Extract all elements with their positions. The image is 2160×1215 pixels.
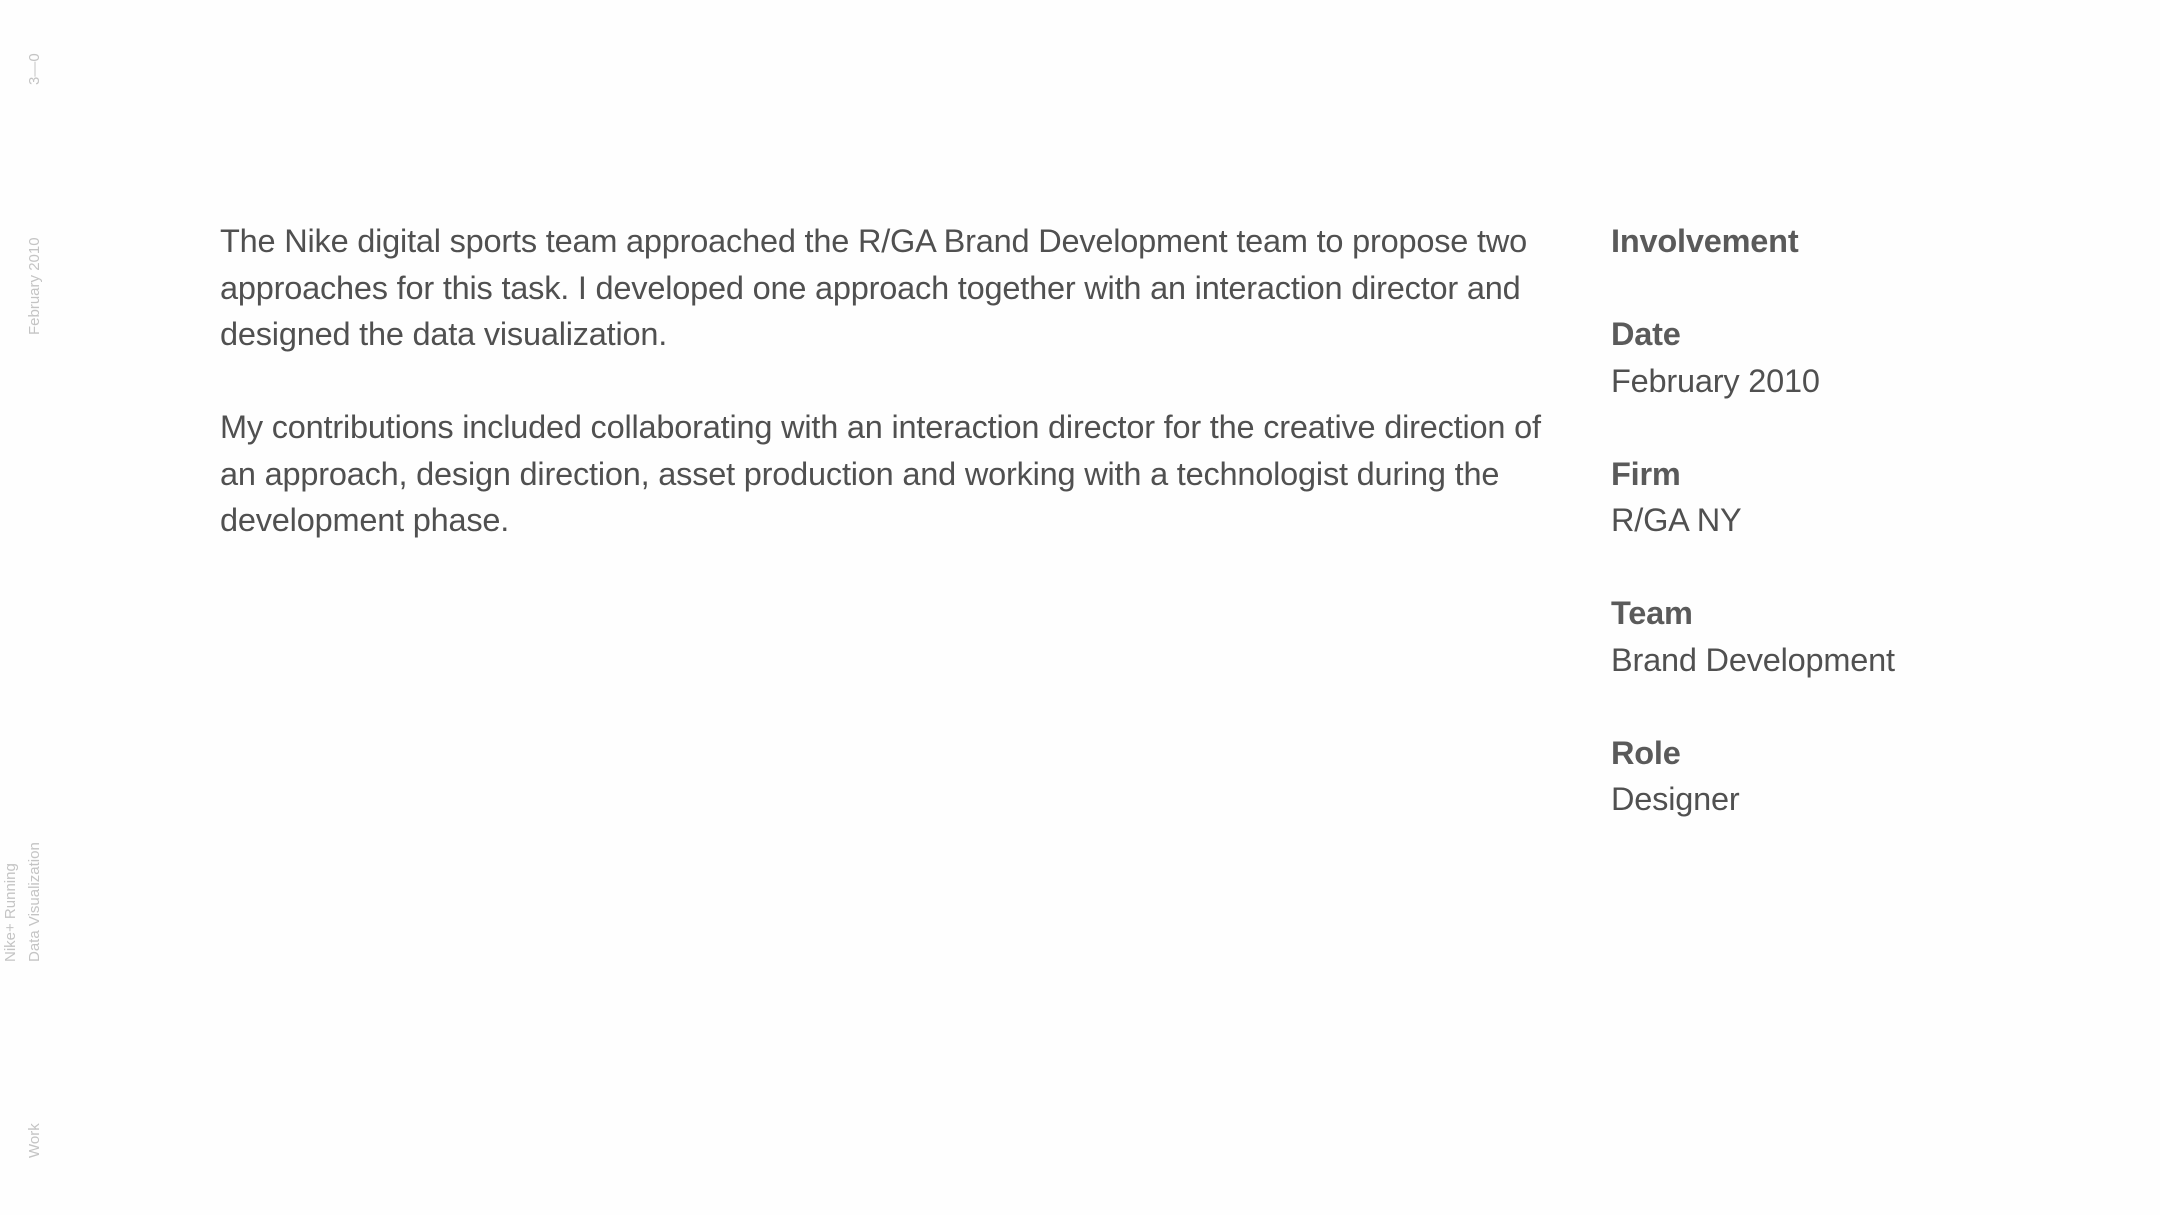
description-paragraph-1: The Nike digital sports team approached the R/GA Brand Development team to propose two approaches for this task. I developed one approach together with an interaction director and designed the data visualization.	[220, 223, 1527, 352]
team-label: Team	[1611, 595, 1693, 631]
role-label: Role	[1611, 734, 1681, 771]
meta-role	[1611, 730, 2131, 823]
rail-section-text[interactable]: Work	[26, 1123, 43, 1158]
firm-value: R/GA NY	[1611, 502, 1742, 538]
meta-involvement	[1611, 218, 2131, 265]
team-value: Brand Development	[1611, 641, 1895, 678]
rail-section-link[interactable]	[23, 1123, 47, 1158]
rail-date-text: February 2010	[26, 237, 43, 335]
meta-firm	[1611, 451, 2131, 544]
role-value: Designer	[1611, 781, 1740, 817]
page-number	[23, 53, 47, 85]
project-meta	[1611, 218, 2131, 869]
rail-project-line-2: Data Visualization	[26, 842, 43, 962]
rail-project-line-1: Nike+ Running	[2, 863, 19, 962]
project-description	[220, 218, 1575, 590]
description-paragraph-2: My contributions included collaborating with an interaction director for the creative direction of an approach, design direction, asset production and working with a technologist during the development phase.	[220, 409, 1541, 538]
page-number-text: 3—0	[26, 53, 43, 85]
firm-label: Firm	[1611, 455, 1681, 492]
involvement-label: Involvement	[1611, 223, 1799, 259]
meta-team	[1611, 590, 2131, 683]
rail-project-title	[0, 842, 47, 962]
rail-date	[23, 237, 47, 335]
date-label: Date	[1611, 316, 1681, 352]
meta-date	[1611, 311, 2131, 404]
date-value: February 2010	[1611, 362, 1820, 399]
